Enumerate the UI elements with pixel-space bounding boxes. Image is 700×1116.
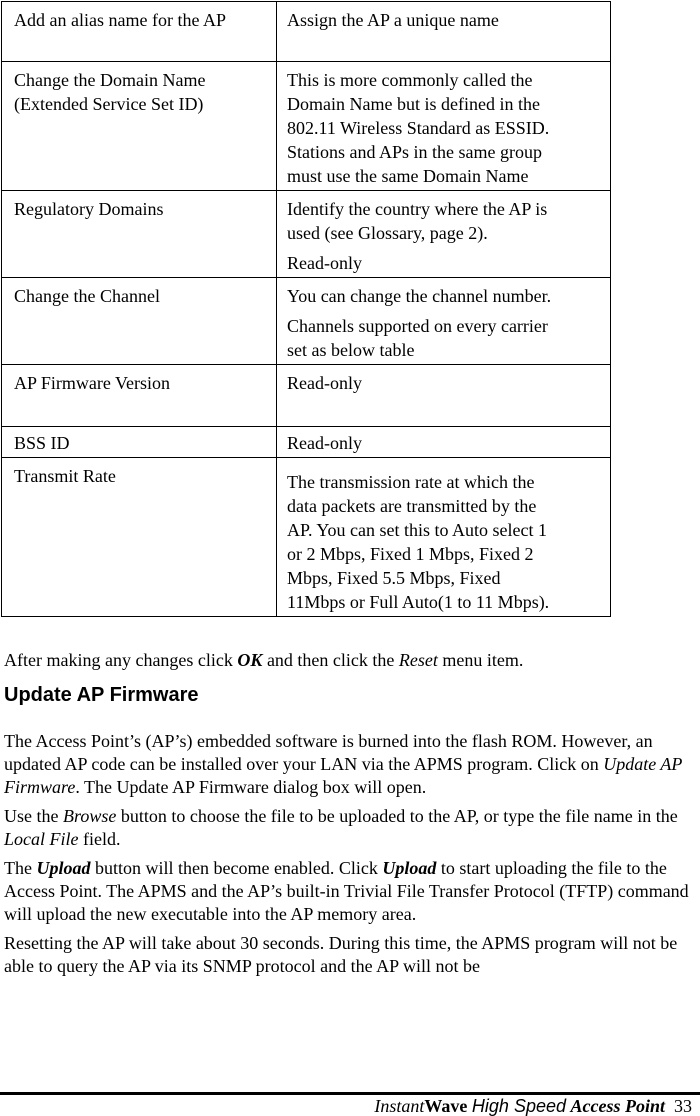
page-footer bbox=[374, 1096, 692, 1116]
setting-description: The transmission rate at which the data packets are transmitted by the AP. You can set this to Auto select 1 or 2 Mbps, Fixed 1 Mbps, Fixed 2 Mbps, Fixed 5.5 Mbps, Fixed 11Mbps or Full Auto(1 to 11 Mbps). bbox=[277, 458, 611, 617]
reset-reference: Reset bbox=[398, 650, 438, 670]
setting-name: Transmit Rate bbox=[2, 458, 277, 617]
brand-wave: Wave bbox=[424, 1096, 468, 1116]
brand-instant: Instant bbox=[374, 1096, 425, 1116]
table-row bbox=[2, 458, 611, 617]
product-type: Access Point bbox=[570, 1096, 665, 1116]
setting-name: Regulatory Domains bbox=[2, 191, 277, 278]
paragraph: Use the Browse button to choose the file to be uploaded to the AP, or type the file name in the Local File field. bbox=[4, 806, 678, 849]
setting-name: BSS ID bbox=[2, 427, 277, 458]
setting-description: Read-only bbox=[277, 365, 611, 427]
setting-description: This is more commonly called the Domain Name but is defined in the 802.11 Wireless Standard as ESSID. Stations and APs in the same group must use the same Domain Name bbox=[277, 62, 611, 191]
setting-description: Assign the AP a unique name bbox=[277, 2, 611, 62]
table-row bbox=[2, 278, 611, 365]
footer-rule bbox=[0, 1092, 700, 1095]
table-row bbox=[2, 427, 611, 458]
setting-description: You can change the channel number. Channels supported on every carrier set as below table bbox=[277, 278, 611, 365]
table-row bbox=[2, 2, 611, 62]
setting-description: Read-only bbox=[277, 427, 611, 458]
paragraph: Resetting the AP will take about 30 seconds. During this time, the APMS program will not be able to query the AP via its SNMP protocol and the AP will not be bbox=[4, 933, 678, 976]
paragraph: The Upload button will then become enabled. Click Upload to start uploading the file to the Access Point. The APMS and the AP’s built-in Trivial File Transfer Protocol (TFTP) command will upload the new executable into the AP memory area. bbox=[4, 858, 689, 924]
after-changes-note: After making any changes click OK and then click the Reset menu item. bbox=[4, 650, 524, 670]
section-body bbox=[4, 730, 698, 984]
section-title: Update AP Firmware bbox=[4, 684, 199, 706]
table-row bbox=[2, 191, 611, 278]
setting-description: Identify the country where the AP is used (see Glossary, page 2). Read-only bbox=[277, 191, 611, 278]
settings-table bbox=[1, 1, 611, 617]
paragraph: The Access Point’s (AP’s) embedded software is burned into the flash ROM. However, an updated AP code can be installed over your LAN via the APMS program. Click on Update AP Firmware. The Update AP Firmware dialog box will open. bbox=[4, 731, 683, 797]
ok-reference: OK bbox=[237, 650, 263, 670]
setting-name: Add an alias name for the AP bbox=[2, 2, 277, 62]
product-name: High Speed bbox=[471, 1096, 566, 1116]
setting-name: Change the Domain Name (Extended Service Set ID) bbox=[2, 62, 277, 191]
setting-name: AP Firmware Version bbox=[2, 365, 277, 427]
page-number: 33 bbox=[674, 1096, 692, 1116]
table-row bbox=[2, 365, 611, 427]
table-row bbox=[2, 62, 611, 191]
setting-name: Change the Channel bbox=[2, 278, 277, 365]
